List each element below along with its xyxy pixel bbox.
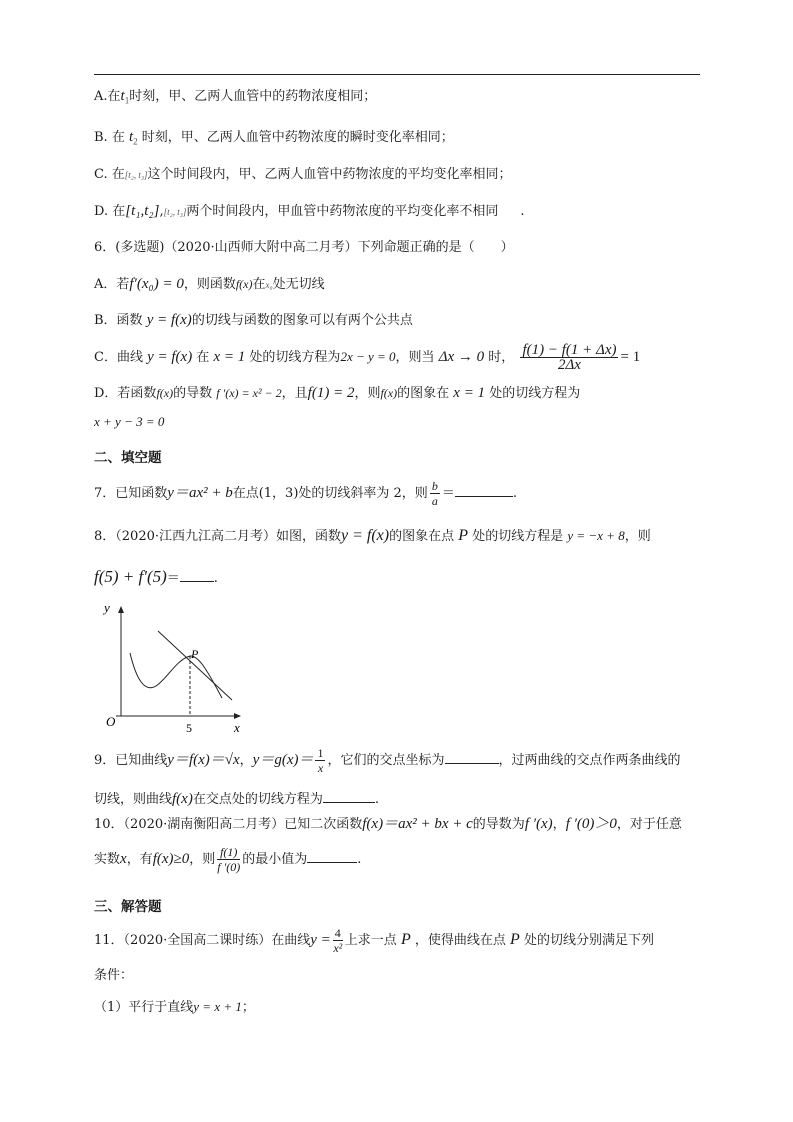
fraction-b-over-a: $\frac{b}{a}$ xyxy=(431,479,438,508)
option-5a: A.在$t_1$时刻，甲、乙两人血管中的药物浓度相同； xyxy=(94,88,377,106)
question-10: 10．（2020·湖南衡阳高二月考）已知二次函数f(x)＝ax² + bx + c的导数为f ′(x)，f ′(0)＞0，对于任意 xyxy=(94,816,682,832)
question-9: 9．已知曲线y＝f(x)＝√x，y＝g(x)＝ $\frac{1}{x}$ ，它们的交点坐标为 ，过两曲线的交点作两条曲线的 xyxy=(94,746,681,775)
question-6-stem: 6．(多选题)（2020·山西师大附中高二月考）下列命题正确的是（ ） xyxy=(94,240,514,255)
option-6d: D．若函数f(x)的导数 f ′(x) = x² − 2，且f(1) = 2，则f(x)的图象在 x = 1 处的切线方程为 xyxy=(94,385,581,401)
fraction-4-over-x2: $\frac{4}{\text{x²}}$ xyxy=(333,926,343,955)
fraction-6c: $\frac{f(1) - f(1 + \Delta x)}{2\Delta x}$ xyxy=(522,342,617,373)
tick-5-label: 5 xyxy=(186,721,192,735)
y-axis-arrow xyxy=(118,606,124,613)
question-9-line2: 切线，则曲线f(x)在交点处的切线方程为 . xyxy=(94,791,379,807)
option-5d: D. 在[t₁,t₂],[t₂, t₃]两个时间段内，甲血管中药物浓度的平均变化率不相同 . xyxy=(94,203,525,219)
curve-fx xyxy=(130,653,222,698)
option-5c: C. 在[t₂, t₃]这个时间段内，甲、乙两人血管中药物浓度的平均变化率相同； xyxy=(94,167,512,182)
fraction-1-over-x: $\frac{1}{x}$ xyxy=(317,746,324,775)
header-rule xyxy=(94,74,700,75)
origin-label: O xyxy=(106,714,116,729)
answer-blank-7[interactable] xyxy=(455,496,513,497)
question-11: 11．（2020·全国高二课时练）在曲线y = $\frac{4}{\text{x²}}$ 上求一点 P ，使得曲线在点 P 处的切线分别满足下列 xyxy=(94,926,654,955)
question-8-line2: f(5) + f′(5)＝ . xyxy=(94,567,218,586)
answer-blank-9b[interactable] xyxy=(323,802,375,803)
section-title-fill-in: 二、填空题 xyxy=(94,450,162,466)
function-graph xyxy=(96,598,256,738)
option-6d-line2: x + y − 3 = 0 xyxy=(94,414,165,429)
option-6a: A．若f′(x₀) = 0，则函数f(x)在x₀处无切线 xyxy=(94,276,325,292)
section-title-answers: 三、解答题 xyxy=(94,899,162,915)
option-5b: B. 在 $t_2$ 时刻，甲、乙两人血管中药物浓度的瞬时变化率相同； xyxy=(94,129,454,147)
question-11-item1: （1）平行于直线y = x + 1； xyxy=(94,999,255,1015)
option-6c: C．曲线 y = f(x) 在 x = 1 处的切线方程为2x − y = 0，则当 Δx → 0 时， $\frac{f(1) - f(1 + \Delta x)}{2\Delta x}$ = 1 xyxy=(94,342,641,373)
answer-blank-8[interactable] xyxy=(180,581,214,582)
answer-blank-9a[interactable] xyxy=(445,763,499,764)
point-p-label: P xyxy=(191,647,199,661)
answer-blank-10[interactable] xyxy=(307,862,357,863)
x-axis-arrow xyxy=(234,713,241,719)
question-11-line2: 条件： xyxy=(94,968,134,983)
tangent-line xyxy=(158,631,232,700)
question-10-line2: 实数x，有f(x)≥0，则 $\frac{f(1)}{f '(0)}$ 的最小值为 . xyxy=(94,845,362,874)
question-7: 7．已知函数y＝ax² + b在点(1，3)处的切线斜率为 2，则 $\frac{b}{a}$ ＝ . xyxy=(94,479,517,508)
x-axis-label: x xyxy=(234,720,240,735)
option-6b: B．函数 y = f(x)的切线与函数的图象可以有两个公共点 xyxy=(94,312,413,328)
question-8: 8．（2020·江西九江高二月考）如图，函数y = f(x)的图象在点 P 处的切线方程是 y = −x + 8，则 xyxy=(94,527,651,544)
y-axis-label: y xyxy=(104,600,110,615)
fraction-f1-over-fprime0: $\frac{f(1)}{f '(0)}$ xyxy=(217,845,241,874)
